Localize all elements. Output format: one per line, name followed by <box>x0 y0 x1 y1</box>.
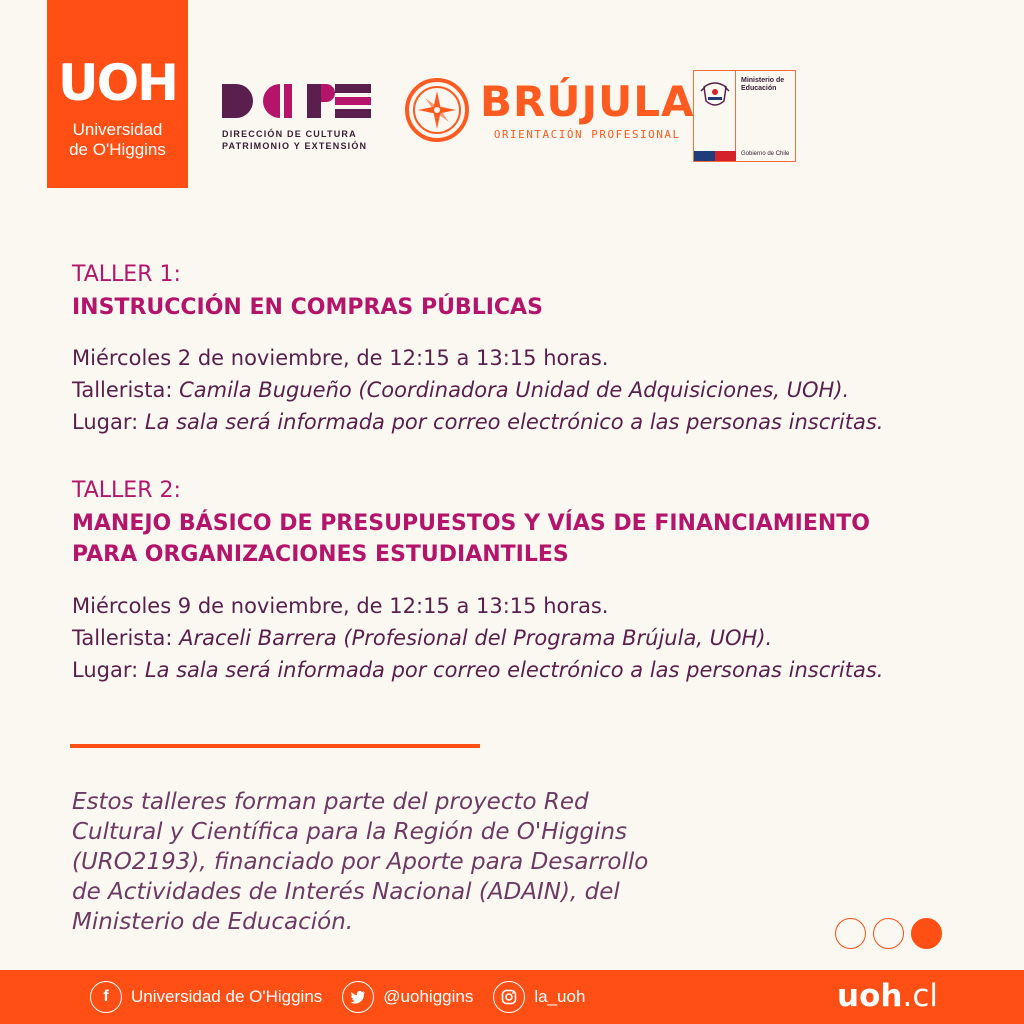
brujula-title: BRÚJULA <box>480 76 695 126</box>
instagram-icon <box>493 981 525 1013</box>
dcpe-line1: DIRECCIÓN DE CULTURA <box>222 129 357 139</box>
uoh-logo <box>47 0 188 188</box>
gobierno-label: Gobierno de Chile <box>741 151 790 157</box>
chile-coat-of-arms-icon <box>698 77 732 111</box>
taller2-title: MANEJO BÁSICO DE PRESUPUESTOS Y VÍAS DE FINANCIAMIENTO PARA ORGANIZACIONES ESTUDIANTILES <box>72 511 870 567</box>
footer <box>0 970 1024 1024</box>
page-dot-3-active[interactable] <box>911 918 942 949</box>
flag-stripe <box>694 151 736 161</box>
twitter-icon <box>342 981 374 1013</box>
compass-icon <box>404 77 470 143</box>
funding-note: Estos talleres forman parte del proyecto Red Cultural y Científica para la Región de O'Higgins (URO2193), financiado por Aporte para Desarrollo de Actividades de Interés Nacional (ADAIN), del Ministerio de Educación. <box>72 789 649 935</box>
taller2-label: TALLER 2: <box>72 478 181 503</box>
taller1-tallerista: Tallerista: Camila Bugueño (Coordinadora Unidad de Adquisiciones, UOH). <box>72 378 850 402</box>
brujula-subtitle: ORIENTACIÓN PROFESIONAL <box>493 127 681 141</box>
taller1-lugar: Lugar: La sala será informada por correo electrónico a las personas inscritas. <box>72 410 884 434</box>
instagram-link[interactable]: la_uoh <box>493 981 585 1013</box>
uoh-logo-mark: UOH <box>58 54 177 112</box>
page-dot-2[interactable] <box>873 918 904 949</box>
taller2-lugar: Lugar: La sala será informada por correo electrónico a las personas inscritas. <box>72 658 884 682</box>
facebook-link[interactable]: f Universidad de O'Higgins <box>90 981 322 1013</box>
dcpe-logo-mark <box>222 84 372 118</box>
mineduc-line2: Educación <box>741 85 777 92</box>
divider <box>70 744 480 748</box>
taller1-date: Miércoles 2 de noviembre, de 12:15 a 13:15 horas. <box>72 346 609 370</box>
twitter-link[interactable]: @uohiggins <box>342 981 473 1013</box>
taller1-label: TALLER 1: <box>72 262 181 287</box>
social-links <box>90 981 605 1013</box>
uoh-logo-name: Universidad de O'Higgins <box>69 120 166 159</box>
dcpe-logo <box>222 84 377 152</box>
page-dot-1[interactable] <box>835 918 866 949</box>
mineduc-logo <box>693 70 796 162</box>
dcpe-line2: PATRIMONIO Y EXTENSIÓN <box>222 141 368 151</box>
facebook-icon: f <box>90 981 122 1013</box>
brujula-logo <box>404 77 694 143</box>
taller2-date: Miércoles 9 de noviembre, de 12:15 a 13:15 horas. <box>72 594 609 618</box>
mineduc-line1: Ministerio de <box>741 77 785 84</box>
page-indicator <box>835 918 942 949</box>
taller1-title: INSTRUCCIÓN EN COMPRAS PÚBLICAS <box>72 295 543 320</box>
website-link[interactable]: uoh.cl <box>837 978 938 1014</box>
taller2-tallerista: Tallerista: Araceli Barrera (Profesional del Programa Brújula, UOH). <box>72 626 773 650</box>
